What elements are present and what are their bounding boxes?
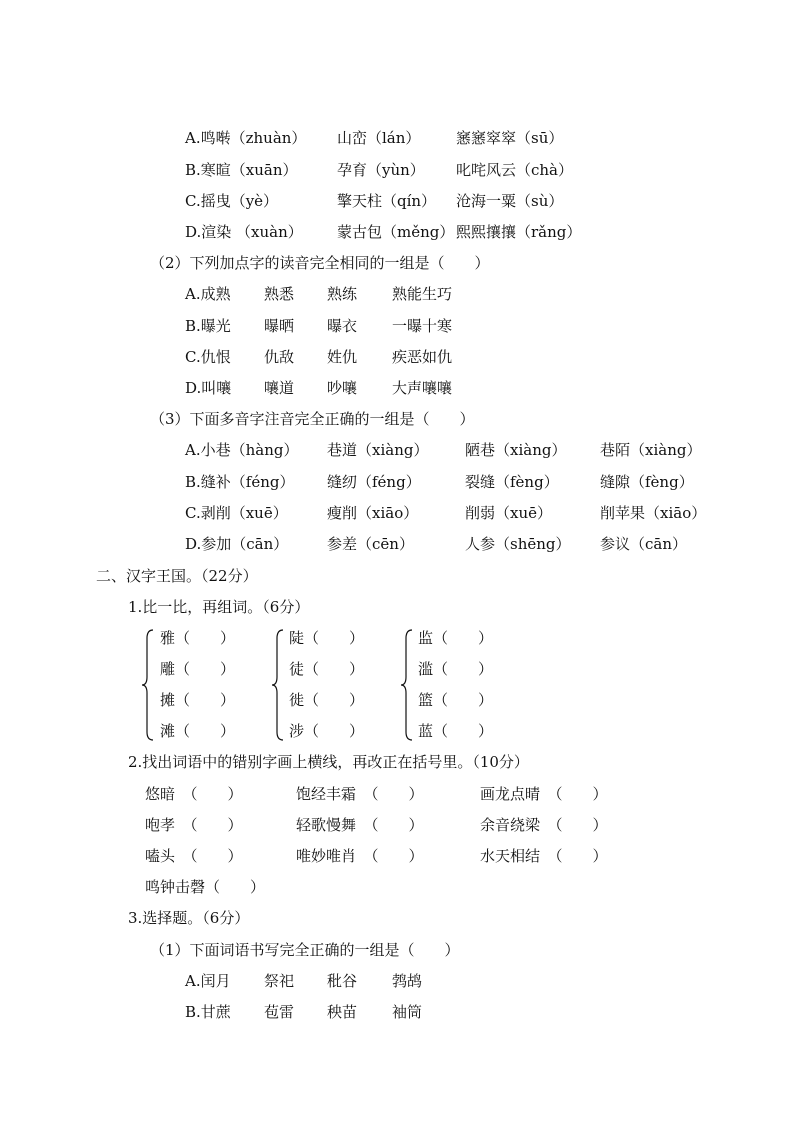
q3-b-1: B.甘蔗 bbox=[185, 1003, 231, 1021]
sub3-d-2: 参差（cēn） bbox=[327, 535, 414, 553]
sub3-b-4: 缝隙（fèng） bbox=[600, 473, 694, 491]
sub3-c-3: 削弱（xuē） bbox=[465, 504, 552, 522]
sub3-d-1: D.参加（cān） bbox=[185, 535, 289, 553]
typo-word: 悠暗 （ ） bbox=[145, 785, 243, 803]
option-c-word-1: C.摇曳（yè） bbox=[185, 192, 279, 210]
sub2-a-2: 熟悉 bbox=[264, 285, 295, 303]
sub2-b-3: 曝衣 bbox=[327, 317, 358, 335]
typo-word: 嗑头 （ ） bbox=[145, 847, 243, 865]
typo-word: 饱经丰霜 （ ） bbox=[296, 785, 424, 803]
option-d-word-3: 熙熙攘攘（rǎng） bbox=[456, 223, 582, 241]
option-b-word-1: B.寒暄（xuān） bbox=[185, 161, 298, 179]
sub3-c-4: 削苹果（xiāo） bbox=[600, 504, 707, 522]
typo-word: 余音绕梁 （ ） bbox=[480, 816, 608, 834]
option-b-word-2: 孕育（yùn） bbox=[337, 161, 425, 179]
compare-char: 徒（ ） bbox=[289, 660, 365, 678]
option-b-word-3: 叱咤风云（chà） bbox=[456, 161, 574, 179]
sub3-a-3: 陋巷（xiàng） bbox=[465, 441, 567, 459]
compare-char: 监（ ） bbox=[418, 629, 494, 647]
sub2-a-3: 熟练 bbox=[327, 285, 358, 303]
typo-word: 轻歌慢舞 （ ） bbox=[296, 816, 424, 834]
compare-char: 徙（ ） bbox=[289, 691, 365, 709]
q1-sub2-stem: （2）下列加点字的读音完全相同的一组是（ ） bbox=[150, 254, 490, 272]
question-1-title: 1.比一比，再组词。（6分） bbox=[128, 598, 310, 616]
compare-char: 篮（ ） bbox=[418, 691, 494, 709]
left-brace-icon bbox=[270, 628, 286, 742]
sub2-d-2: 嚷道 bbox=[264, 379, 295, 397]
left-brace-icon bbox=[399, 628, 415, 742]
sub3-d-4: 参议（cān） bbox=[600, 535, 688, 553]
option-a-word-2: 山峦（lán） bbox=[337, 129, 421, 147]
sub2-b-1: B.曝光 bbox=[185, 317, 231, 335]
option-c-word-2: 擎天柱（qín） bbox=[337, 192, 437, 210]
compare-char: 雅（ ） bbox=[160, 629, 236, 647]
sub3-c-2: 瘦削（xiāo） bbox=[327, 504, 419, 522]
typo-word: 鸣钟击磬（ ） bbox=[145, 878, 266, 896]
q3-sub1-stem: （1）下面词语书写完全正确的一组是（ ） bbox=[150, 941, 460, 959]
typo-word: 画龙点晴 （ ） bbox=[480, 785, 608, 803]
sub2-c-2: 仇敌 bbox=[264, 348, 295, 366]
sub2-a-1: A.成熟 bbox=[185, 285, 231, 303]
q3-b-3: 秧苗 bbox=[327, 1003, 358, 1021]
q3-a-3: 秕谷 bbox=[327, 972, 358, 990]
option-d-word-2: 蒙古包（měng） bbox=[337, 223, 455, 241]
sub3-a-4: 巷陌（xiàng） bbox=[600, 441, 702, 459]
q3-a-4: 鹁鸪 bbox=[392, 972, 423, 990]
option-a-word-3: 窸窸窣窣（sū） bbox=[456, 129, 564, 147]
compare-char: 蓝（ ） bbox=[418, 722, 494, 740]
compare-char: 摊（ ） bbox=[160, 691, 236, 709]
compare-char: 雕（ ） bbox=[160, 660, 236, 678]
sub2-c-3: 姓仇 bbox=[327, 348, 358, 366]
sub2-c-4: 疾恶如仇 bbox=[392, 348, 453, 366]
sub2-c-1: C.仇恨 bbox=[185, 348, 231, 366]
sub2-b-2: 曝晒 bbox=[264, 317, 295, 335]
q3-b-2: 苞雷 bbox=[264, 1003, 295, 1021]
section-heading: 二、汉字王国。（22分） bbox=[96, 567, 258, 585]
sub2-b-4: 一曝十寒 bbox=[392, 317, 453, 335]
typo-word: 咆孝 （ ） bbox=[145, 816, 243, 834]
left-brace-icon bbox=[140, 628, 156, 742]
sub3-d-3: 人参（shēng） bbox=[465, 535, 571, 553]
sub3-a-2: 巷道（xiàng） bbox=[327, 441, 429, 459]
typo-word: 唯妙唯肖 （ ） bbox=[296, 847, 424, 865]
compare-char: 滩（ ） bbox=[160, 722, 236, 740]
question-3-title: 3.选择题。（6分） bbox=[128, 909, 250, 927]
sub2-d-1: D.叫嚷 bbox=[185, 379, 232, 397]
compare-char: 陡（ ） bbox=[289, 629, 365, 647]
sub2-d-3: 吵嚷 bbox=[327, 379, 358, 397]
typo-word: 水天相结 （ ） bbox=[480, 847, 608, 865]
sub3-a-1: A.小巷（hàng） bbox=[185, 441, 299, 459]
compare-char: 涉（ ） bbox=[289, 722, 365, 740]
question-2-title: 2.找出词语中的错别字画上横线，再改正在括号里。（10分） bbox=[128, 753, 529, 771]
option-c-word-3: 沧海一粟（sù） bbox=[456, 192, 564, 210]
compare-char: 滥（ ） bbox=[418, 660, 494, 678]
q3-b-4: 袖筒 bbox=[392, 1003, 423, 1021]
option-d-word-1: D.渲染 （xuàn） bbox=[185, 223, 303, 241]
q3-a-2: 祭祀 bbox=[264, 972, 295, 990]
sub3-b-1: B.缝补（féng） bbox=[185, 473, 295, 491]
sub3-b-3: 裂缝（fèng） bbox=[465, 473, 559, 491]
sub3-c-1: C.剥削（xuē） bbox=[185, 504, 288, 522]
sub3-b-2: 缝纫（féng） bbox=[327, 473, 421, 491]
option-a-word-1: A.鸣啭（zhuàn） bbox=[185, 129, 307, 147]
q3-a-1: A.闰月 bbox=[185, 972, 231, 990]
sub2-a-4: 熟能生巧 bbox=[392, 285, 453, 303]
q1-sub3-stem: （3）下面多音字注音完全正确的一组是（ ） bbox=[150, 410, 475, 428]
sub2-d-4: 大声嚷嚷 bbox=[392, 379, 453, 397]
